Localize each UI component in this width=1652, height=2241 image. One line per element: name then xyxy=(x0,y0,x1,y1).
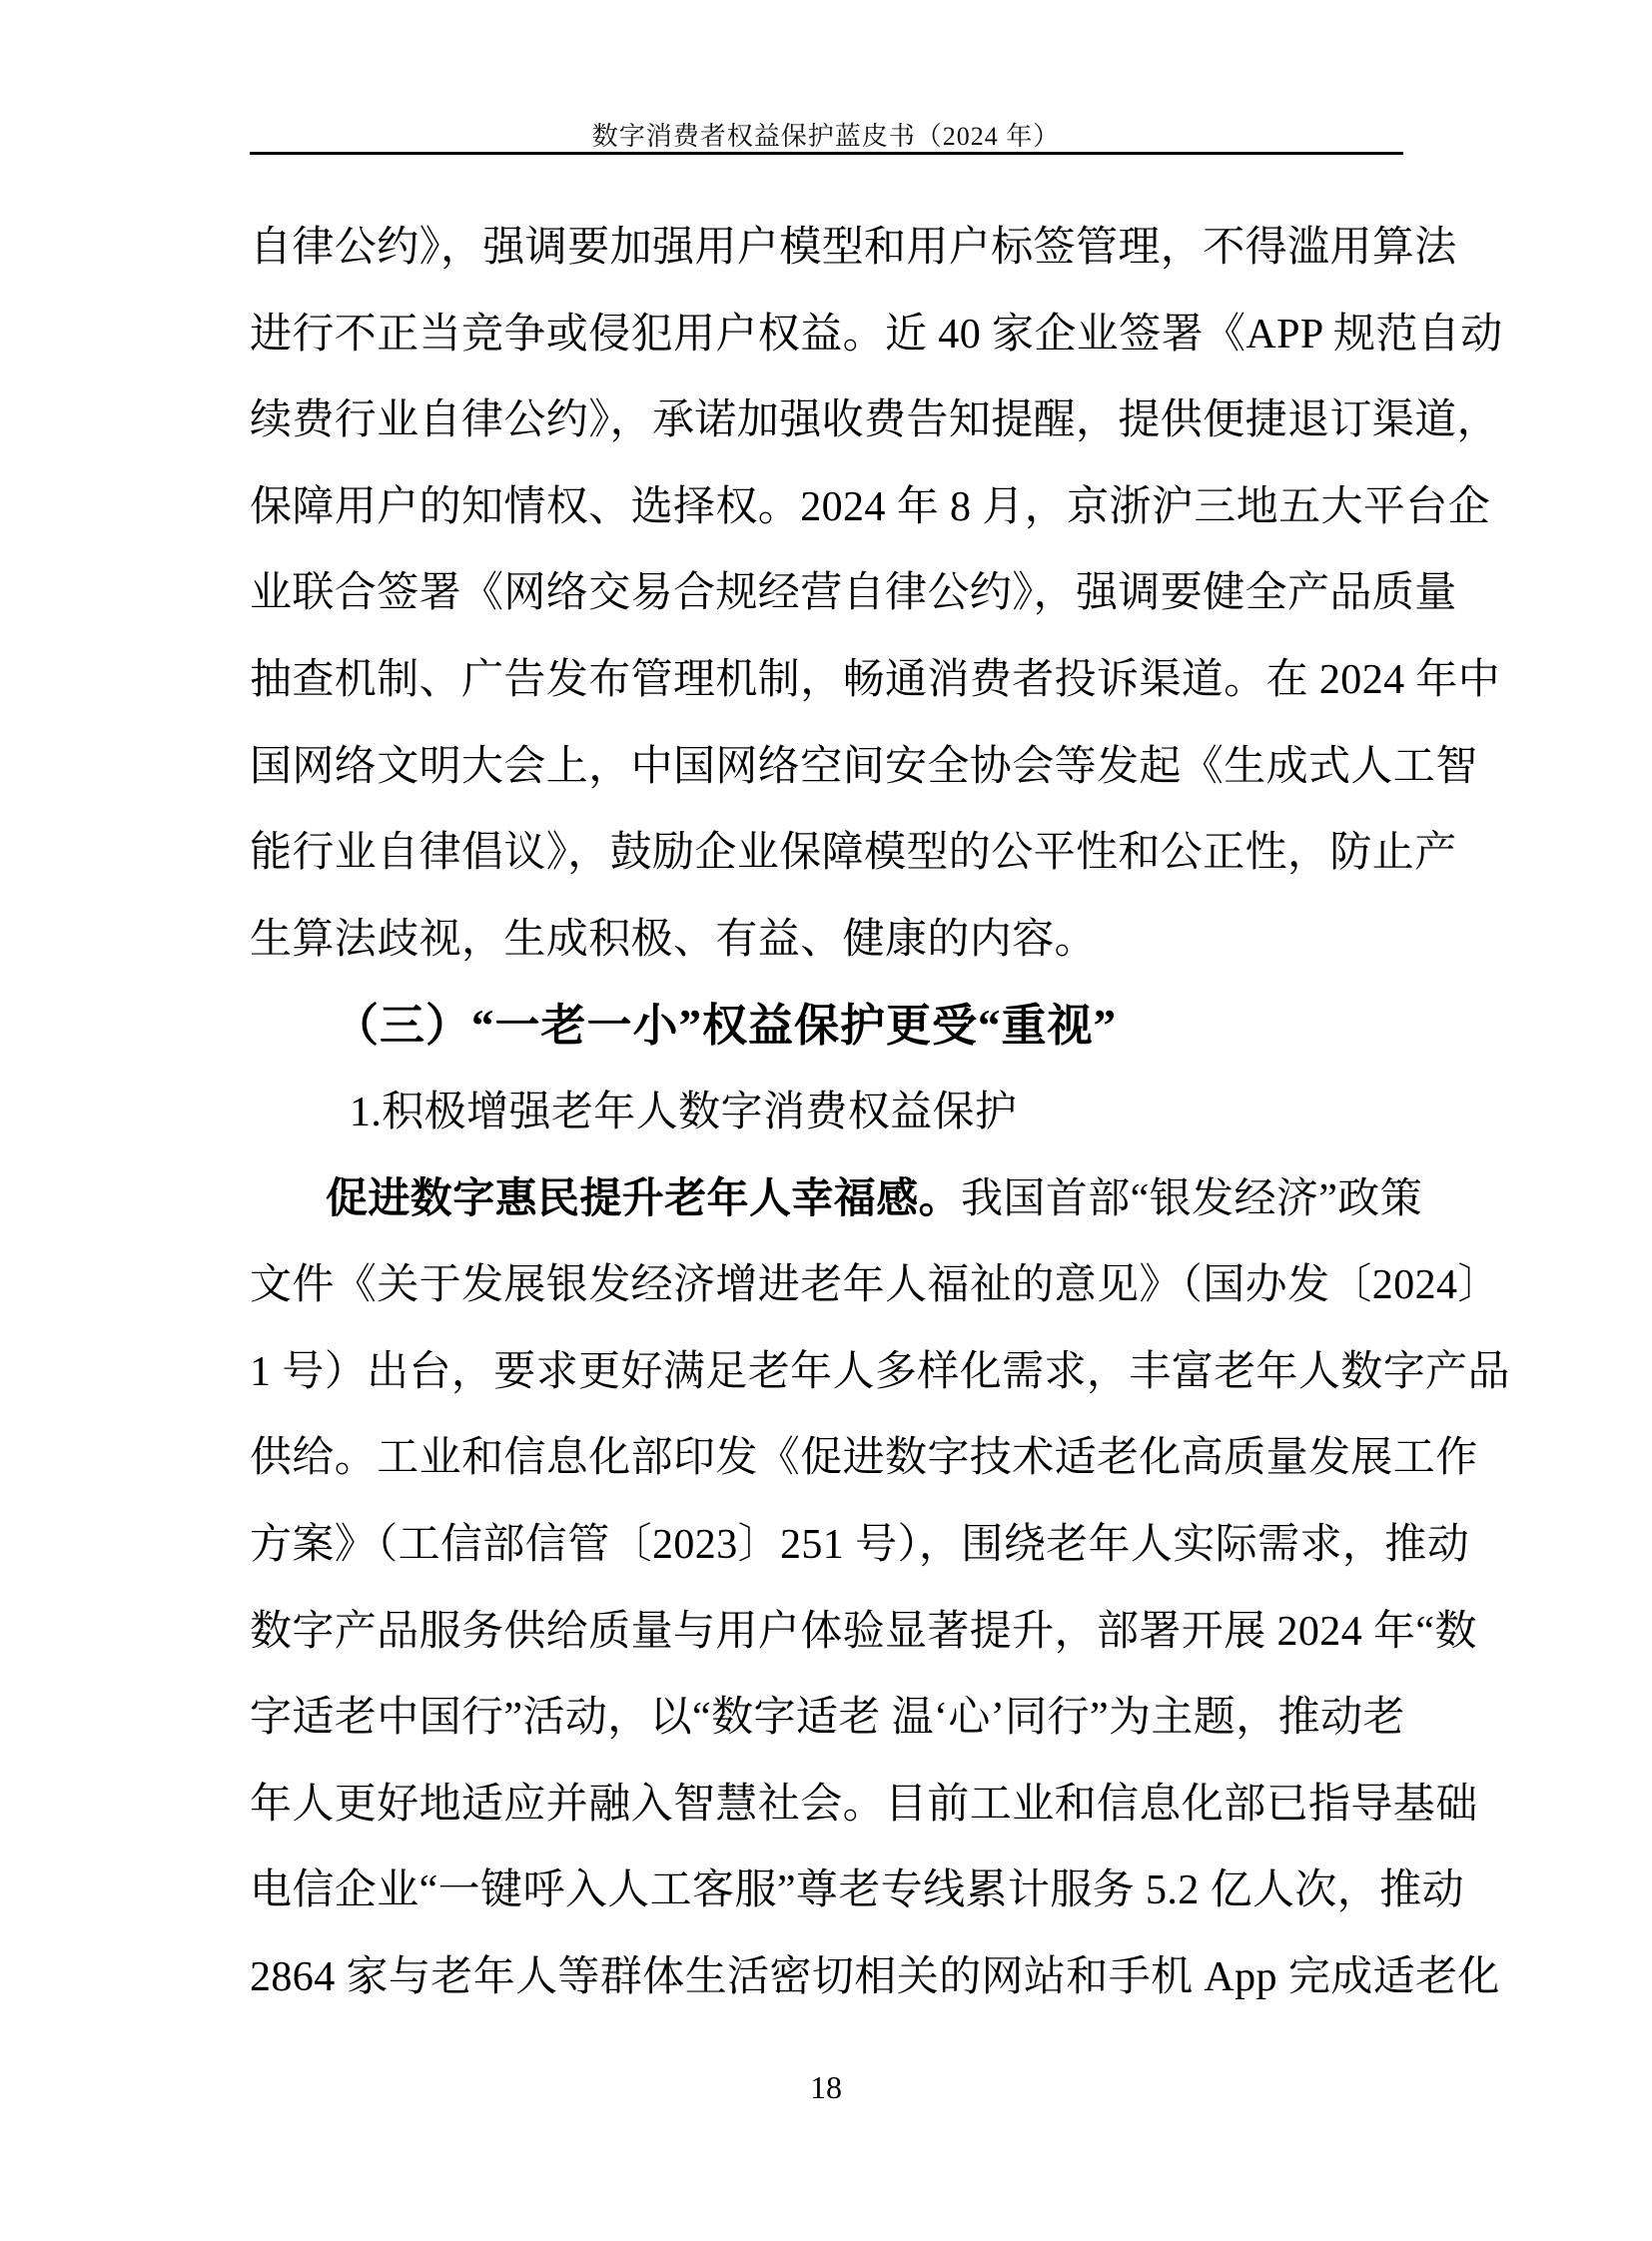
section-heading: （三）“一老一小”权益保护更受“重视” xyxy=(334,1001,1118,1052)
paragraph-line: 能行业自律倡议》，鼓励企业保障模型的公平性和公正性，防止产 xyxy=(250,830,1457,877)
paragraph-line: 国网络文明大会上，中国网络空间安全协会等发起《生成式人工智 xyxy=(250,743,1478,790)
paragraph-line: 年人更好地适应并融入智慧社会。目前工业和信息化部已指导基础 xyxy=(250,1781,1478,1828)
paragraph-line: 进行不正当竞争或侵犯用户权益。近 40 家企业签署《APP 规范自动 xyxy=(250,311,1503,358)
paragraph-line xyxy=(250,1156,1423,1243)
paragraph-line-rest: 我国首部“银发经济”政策 xyxy=(961,1175,1423,1222)
paragraph-line: 2864 家与老年人等群体生活密切相关的网站和手机 App 完成适老化 xyxy=(250,1953,1500,2000)
paragraph-line: 保障用户的知情权、选择权。2024 年 8 月，京浙沪三地五大平台企 xyxy=(250,483,1491,530)
running-header-title: 数字消费者权益保护蓝皮书（2024 年） xyxy=(591,122,1061,151)
paragraph-line: 方案》（工信部信管〔2023〕251 号），围绕老年人实际需求，推动 xyxy=(250,1521,1470,1568)
paragraph-line: 字适老中国行”活动，以“数字适老 温‘心’同行”为主题，推动老 xyxy=(250,1695,1405,1742)
paragraph-line: 生算法歧视，生成积极、有益、健康的内容。 xyxy=(250,916,1098,963)
header-rule-line xyxy=(250,152,1403,155)
paragraph-lead-bold: 促进数字惠民提升老年人幸福感。 xyxy=(326,1175,962,1222)
body-text xyxy=(250,205,1510,2020)
paragraph-line: 业联合签署《网络交易合规经营自律公约》，强调要健全产品质量 xyxy=(250,570,1457,617)
paragraph-line: 抽查机制、广告发布管理机制，畅通消费者投诉渠道。在 2024 年中 xyxy=(250,656,1501,703)
page-number: 18 xyxy=(810,2069,842,2105)
section-subheading: 1.积极增强老年人数字消费权益保护 xyxy=(350,1089,1018,1135)
paragraph-line: 文件《关于发展银发经济增进老年人福祉的意见》（国办发〔2024〕 xyxy=(250,1262,1500,1309)
paragraph-line: 1 号）出台，要求更好满足老年人多样化需求，丰富老年人数字产品 xyxy=(250,1348,1510,1395)
paragraph-line: 续费行业自律公约》，承诺加强收费告知提醒，提供便捷退订渠道， xyxy=(250,397,1500,444)
paragraph-line: 自律公约》，强调要加强用户模型和用户标签管理，不得滥用算法 xyxy=(250,225,1457,271)
paragraph-line: 供给。工业和信息化部印发《促进数字技术适老化高质量发展工作 xyxy=(250,1435,1478,1482)
paragraph-line: 电信企业“一键呼入人工客服”尊老专线累计服务 5.2 亿人次，推动 xyxy=(250,1868,1464,1914)
paragraph-line: 数字产品服务供给质量与用户体验显著提升，部署开展 2024 年“数 xyxy=(250,1608,1477,1655)
